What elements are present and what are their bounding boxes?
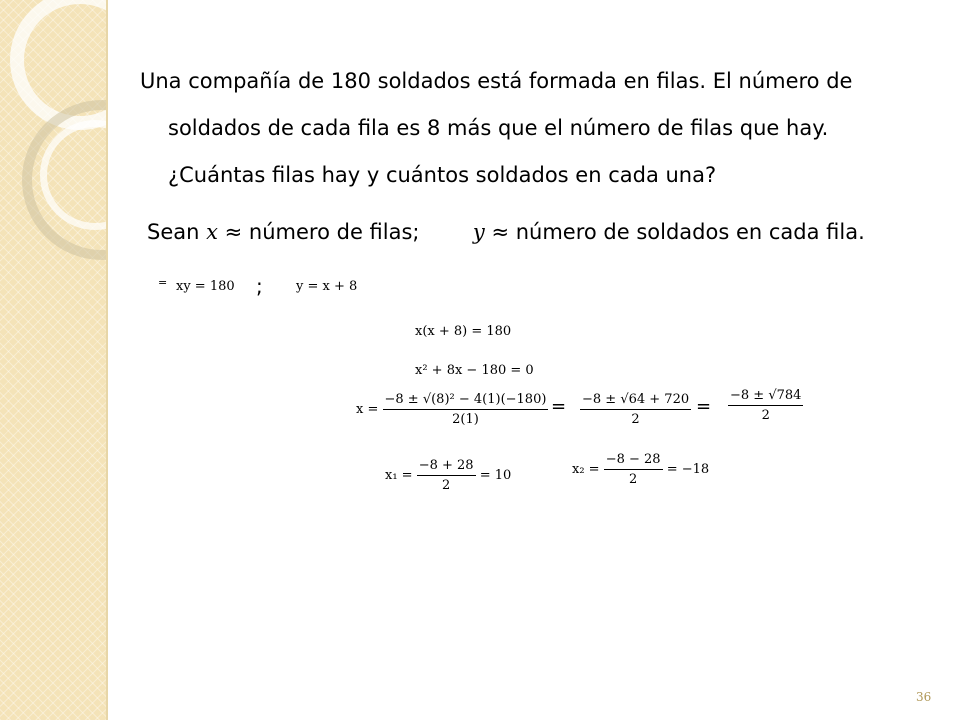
quadratic-formula-step3	[728, 388, 803, 423]
x1-lhs: x₁ =	[385, 468, 413, 483]
page-number: 36	[916, 690, 932, 704]
qf-step2-numerator: −8 ± √64 + 720	[580, 392, 691, 410]
problem-line-1: Una compañía de 180 soldados está formada en filas. El número de	[140, 69, 853, 93]
qf-step2-denominator: 2	[631, 412, 640, 427]
equation-quadratic: x² + 8x − 180 = 0	[415, 363, 534, 378]
x-description: ≈ número de filas;	[224, 220, 420, 244]
x2-lhs: x₂ =	[572, 462, 600, 477]
problem-line-2: soldados de cada fila es 8 más que el número de filas que hay.	[168, 116, 829, 140]
variable-definitions	[147, 212, 907, 252]
qf-denominator: 2(1)	[452, 412, 479, 427]
solution-x2	[572, 452, 709, 487]
x-variable: x	[206, 220, 218, 244]
strip-divider	[106, 0, 108, 720]
x2-numerator: −8 − 28	[604, 452, 663, 470]
solution-x1	[385, 458, 511, 493]
problem-line-3: ¿Cuántas filas hay y cuántos soldados en cada una?	[168, 163, 717, 187]
equation-separator: ;	[256, 274, 263, 298]
equals-sign-1: =	[551, 396, 567, 417]
small-equals-sign: =	[158, 276, 168, 289]
equation-product: xy = 180	[176, 279, 235, 294]
equals-sign-2: =	[696, 396, 712, 417]
quadratic-formula-step1	[356, 392, 548, 427]
x1-denominator: 2	[442, 478, 451, 493]
x1-result: = 10	[479, 468, 512, 483]
problem-statement	[140, 58, 880, 199]
qf-step3-numerator: −8 ± √784	[728, 388, 803, 406]
x2-result: = −18	[666, 462, 710, 477]
x1-numerator: −8 + 28	[417, 458, 476, 476]
qf-lhs: x =	[356, 402, 379, 417]
equation-relation: y = x + 8	[296, 279, 358, 294]
x2-denominator: 2	[629, 472, 638, 487]
equation-substitution: x(x + 8) = 180	[415, 324, 512, 339]
definitions-lead: Sean	[147, 220, 200, 244]
qf-numerator: −8 ± √(8)² − 4(1)(−180)	[383, 392, 549, 410]
decorative-side-strip	[0, 0, 106, 720]
qf-step3-denominator: 2	[761, 408, 770, 423]
y-description: ≈ número de soldados en cada fila.	[491, 220, 865, 244]
quadratic-formula-step2	[580, 392, 691, 427]
y-variable: y	[472, 220, 485, 244]
